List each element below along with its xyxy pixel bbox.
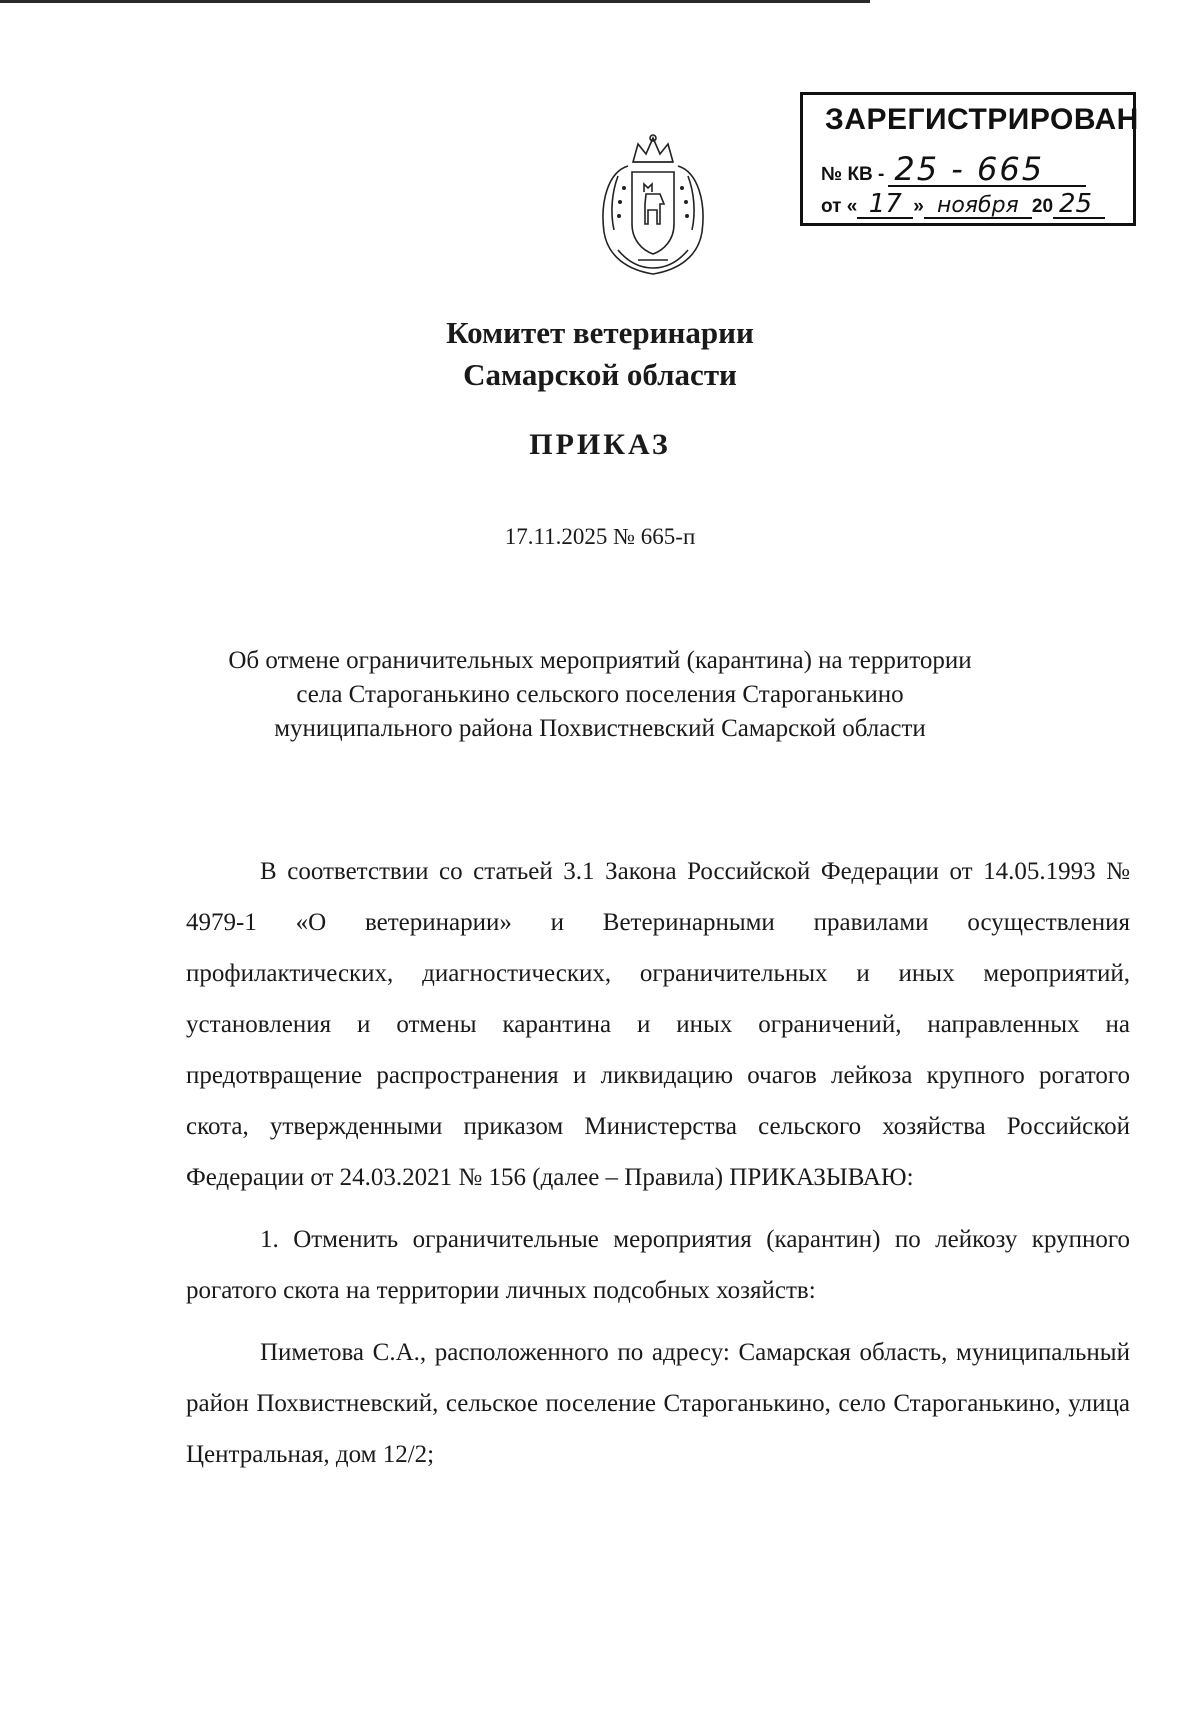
body-paragraph-item-1: 1. Отменить ограничительные мероприятия (карантин) по лейкозу крупного рогатого скота на территории личных подсобных хозяйств: <box>186 1226 1130 1304</box>
document-date-number: 17.11.2025 № 665-п <box>504 524 696 549</box>
stamp-number-prefix: № КВ - <box>821 164 885 185</box>
document-type: ПРИКАЗ <box>529 428 671 461</box>
stamp-number-row <box>821 150 1086 188</box>
stamp-date-year: 25 <box>1053 191 1105 219</box>
org-line-1: Комитет ветеринарии <box>446 315 754 350</box>
document-body <box>186 846 1130 1480</box>
top-edge-rule <box>0 0 870 3</box>
stamp-number-handwritten: 25 - 665 <box>888 153 1086 187</box>
registration-stamp <box>800 92 1139 226</box>
stamp-title: ЗАРЕГИСТРИРОВАН <box>825 103 1139 136</box>
subject-line-1: Об отмене ограничительных мероприятий (карантина) на территории <box>228 647 972 674</box>
stamp-date-mid: » <box>913 196 924 217</box>
stamp-date-day: 17 <box>857 191 913 219</box>
stamp-date-month: ноября <box>924 195 1032 219</box>
stamp-date-row <box>821 191 1105 219</box>
stamp-date-prefix: от « <box>821 196 858 217</box>
coat-of-arms-icon <box>588 132 718 282</box>
body-paragraph-address: Пиметова С.А., расположенного по адресу: Самарская область, муниципальный район Похвистневский, сельское поселение Староганькино, село Староганькино, улица Центральная, дом 12/2; <box>186 1339 1130 1468</box>
subject-line-3: муниципального района Похвистневский Самарской области <box>274 715 926 742</box>
document-subject <box>0 644 1200 746</box>
subject-line-2: села Староганькино сельского поселения Староганькино <box>296 681 904 708</box>
body-paragraph-preamble: В соответствии со статьей 3.1 Закона Российской Федерации от 14.05.1993 № 4979-1 «О ветеринарии» и Ветеринарными правилами осуществления профилактических, диагностических, ограничительных и иных мероприятий, установления и отмены карантина и иных ограничений, направленных на предотвращение распространения и ликвидацию очагов лейкоза крупного рогатого скота, утвержденными приказом Министерства сельского хозяйства Российской Федерации от 24.03.2021 № 156 (далее – Правила) ПРИКАЗЫВАЮ: <box>186 858 1130 1191</box>
org-line-2: Самарской области <box>463 357 737 392</box>
organization-name <box>0 312 1200 396</box>
stamp-date-year-prefix: 20 <box>1031 196 1054 217</box>
